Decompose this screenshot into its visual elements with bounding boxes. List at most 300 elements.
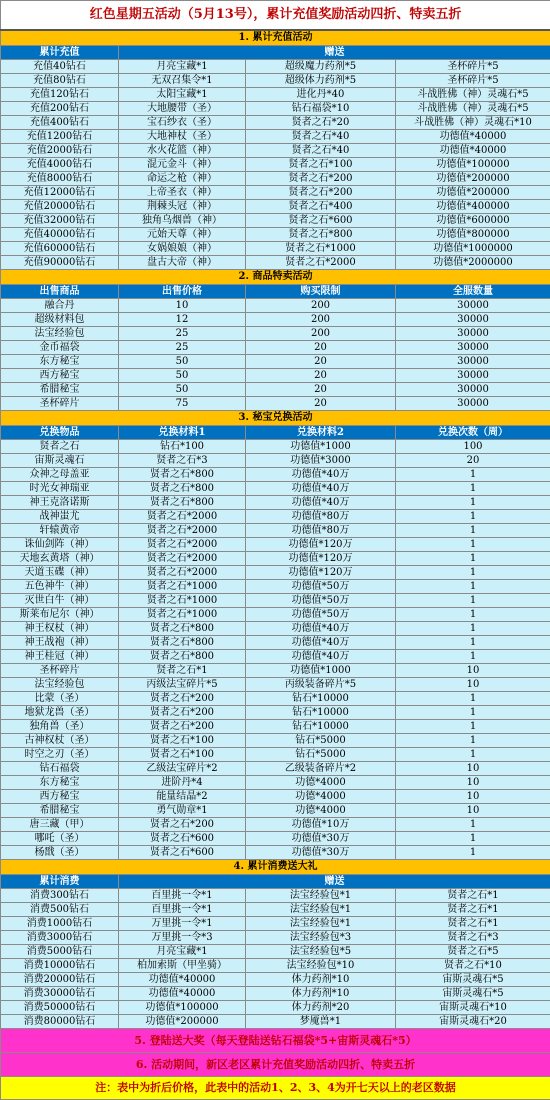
section-heading: 4. 累计消费送大礼 (1, 860, 550, 875)
table-cell: 贤者之石 (1, 440, 119, 454)
table-cell: 10 (396, 664, 550, 678)
column-header: 购买限制 (246, 285, 396, 299)
table-cell: 贤者之石*1 (396, 889, 550, 903)
table-cell: 宙斯灵魂石*5 (396, 973, 550, 987)
table-cell: 荆棘头冠（神） (119, 200, 246, 214)
table-row (1, 734, 550, 748)
table-cell: 功德值*50万 (246, 580, 396, 594)
table-cell: 斗战胜佛（神）灵魂石*10 (396, 116, 550, 130)
table-cell: 上帝圣衣（神） (119, 186, 246, 200)
column-header: 累计消费 (1, 875, 119, 889)
table-cell: 75 (119, 397, 246, 411)
table-cell: 命运之枪（神） (119, 172, 246, 186)
table-cell: 宙斯灵魂石*10 (396, 1001, 550, 1015)
table-cell: 1 (396, 496, 550, 510)
table-row (1, 60, 550, 74)
table-cell: 充值12000钻石 (1, 186, 119, 200)
table-cell: 30000 (396, 299, 550, 313)
table-cell: 功德值*10万 (246, 818, 396, 832)
table-cell: 贤者之石*600 (246, 214, 396, 228)
column-header: 兑换次数（周） (396, 426, 550, 440)
table-row (1, 987, 550, 1001)
table-cell: 贤者之石*200 (119, 692, 246, 706)
table-cell: 功德值*40000 (396, 144, 550, 158)
table-cell: 贤者之石*2000 (119, 538, 246, 552)
table-cell: 时空之刃（圣） (1, 748, 119, 762)
table-cell: 贤者之石*2000 (119, 566, 246, 580)
column-header: 出售商品 (1, 285, 119, 299)
table-cell: 法宝经验包*5 (246, 945, 396, 959)
section-title (1, 860, 550, 875)
table-cell: 乙级法宝碎片*2 (119, 762, 246, 776)
table-cell: 200 (246, 313, 396, 327)
table-cell: 贤者之石*1 (119, 664, 246, 678)
table-cell: 1 (396, 818, 550, 832)
column-header: 出售价格 (119, 285, 246, 299)
table-cell: 30000 (396, 369, 550, 383)
table-cell: 神王战袍（神） (1, 636, 119, 650)
table-cell: 法宝经验包*1 (246, 917, 396, 931)
table-cell: 消费20000钻石 (1, 973, 119, 987)
table-row (1, 102, 550, 116)
table-row (1, 327, 550, 341)
table-cell: 功德值*30万 (246, 846, 396, 860)
table-cell: 贤者之石*800 (119, 622, 246, 636)
table-cell: 1 (396, 552, 550, 566)
column-header: 赠送 (119, 46, 550, 60)
table-cell: 超级魔力药剂*5 (246, 60, 396, 74)
table-cell: 1 (396, 846, 550, 860)
table-row (1, 636, 550, 650)
column-header: 兑换材料2 (246, 426, 396, 440)
table-cell: 功德值*80万 (246, 524, 396, 538)
table-cell: 消费80000钻石 (1, 1015, 119, 1029)
table-cell: 功德值*40000 (396, 130, 550, 144)
table-cell: 丙级装备碎片*5 (246, 678, 396, 692)
table-row (1, 186, 550, 200)
table-cell: 功德*4000 (246, 804, 396, 818)
table-cell: 30000 (396, 313, 550, 327)
column-header: 累计充值 (1, 46, 119, 60)
table-cell: 贤者之石*800 (119, 496, 246, 510)
table-cell: 五色神牛（神） (1, 580, 119, 594)
table-cell: 时光女神瑞亚 (1, 482, 119, 496)
table-row (1, 594, 550, 608)
table-header (1, 875, 550, 889)
section-heading: 2. 商品特卖活动 (1, 270, 550, 285)
table-cell: 贤者之石*2000 (119, 552, 246, 566)
table-row (1, 524, 550, 538)
table-row (1, 776, 550, 790)
table-row (1, 692, 550, 706)
table-cell: 进化丹*40 (246, 88, 396, 102)
table-cell: 贤者之石*1000 (246, 242, 396, 256)
table-row (1, 580, 550, 594)
table-cell: 贤者之石*1000 (119, 580, 246, 594)
table-cell: 1 (396, 468, 550, 482)
table-cell: 功德值*50万 (246, 594, 396, 608)
table-cell: 法宝经验包 (1, 678, 119, 692)
table-cell: 功德值*40万 (246, 622, 396, 636)
table-cell: 贤者之石*20 (246, 116, 396, 130)
table-cell: 天地玄黄塔（神） (1, 552, 119, 566)
table-row (1, 762, 550, 776)
table-cell: 20 (246, 383, 396, 397)
table-cell: 1 (396, 706, 550, 720)
table-row (1, 846, 550, 860)
table-cell: 1 (396, 720, 550, 734)
table-cell: 50 (119, 355, 246, 369)
table-cell: 大地腰带（圣） (119, 102, 246, 116)
table-cell: 超级体力药剂*5 (246, 74, 396, 88)
table-cell: 混元金斗（神） (119, 158, 246, 172)
table-cell: 百里挑一令*1 (119, 889, 246, 903)
table-row (1, 1001, 550, 1015)
table-cell: 西方秘宝 (1, 369, 119, 383)
table-row (1, 790, 550, 804)
table-cell: 东方秘宝 (1, 776, 119, 790)
table-cell: 斯莱布尼尔（神） (1, 608, 119, 622)
table-cell: 功德值*40000 (119, 987, 246, 1001)
table-cell: 贤者之石*3 (119, 454, 246, 468)
table-cell: 功德*4000 (246, 776, 396, 790)
table-cell: 贤者之石*3 (396, 931, 550, 945)
table-cell: 功德值*2000000 (396, 256, 550, 270)
login-reward-text: 5. 登陆送大奖（每天登陆送钻石福袋*5+宙斯灵魂石*5） (1, 1029, 550, 1053)
table-cell: 10 (396, 804, 550, 818)
table-cell: 神王克洛诺斯 (1, 496, 119, 510)
table-cell: 25 (119, 341, 246, 355)
table-row (1, 608, 550, 622)
table-cell: 功德值*50万 (246, 608, 396, 622)
section-heading: 3. 秘宝兑换活动 (1, 411, 550, 426)
table-cell: 钻石*10000 (246, 692, 396, 706)
table-cell: 贤者之石*200 (246, 172, 396, 186)
table-cell: 圣杯碎片 (1, 664, 119, 678)
table-row (1, 341, 550, 355)
table-cell: 诛仙剑阵（神） (1, 538, 119, 552)
table-cell: 贤者之石*800 (119, 468, 246, 482)
table-row (1, 818, 550, 832)
table-row (1, 383, 550, 397)
table-row (1, 1015, 550, 1029)
table-row (1, 158, 550, 172)
table-cell: 功德值*40万 (246, 650, 396, 664)
table-cell: 10 (119, 299, 246, 313)
table-cell: 元始天尊（神） (119, 228, 246, 242)
section-title (1, 270, 550, 285)
table-cell: 宙斯灵魂石*5 (396, 987, 550, 1001)
table-cell: 天道玉碟（神） (1, 566, 119, 580)
table-cell: 充值80钻石 (1, 74, 119, 88)
table-cell: 圣杯碎片*5 (396, 74, 550, 88)
table-cell: 法宝经验包*10 (246, 959, 396, 973)
table-cell: 30000 (396, 355, 550, 369)
table-row (1, 945, 550, 959)
table-cell: 消费500钻石 (1, 903, 119, 917)
table-row (1, 538, 550, 552)
table-cell: 贤者之石*1000 (119, 608, 246, 622)
table-header (1, 46, 550, 60)
table-cell: 贤者之石*1000 (119, 594, 246, 608)
table-row (1, 622, 550, 636)
table-cell: 1 (396, 832, 550, 846)
table-cell: 功德值*400000 (396, 200, 550, 214)
footer-note: 注：表中为折后价格，此表中的活动1、2、3、4为开七天以上的老区数据 (1, 1077, 550, 1100)
table-cell: 贤者之石*2000 (119, 524, 246, 538)
table-cell: 超级材料包 (1, 313, 119, 327)
table-cell: 宙斯灵魂石*20 (396, 1015, 550, 1029)
table-header (1, 426, 550, 440)
table-cell: 丙级法宝碎片*5 (119, 678, 246, 692)
table-cell: 消费10000钻石 (1, 959, 119, 973)
table-cell: 消费300钻石 (1, 889, 119, 903)
table-cell: 贤者之石*200 (119, 706, 246, 720)
table-cell: 女娲娘娘（神） (119, 242, 246, 256)
table-cell: 功德值*600000 (396, 214, 550, 228)
table-row (1, 748, 550, 762)
table-cell: 战神蚩尤 (1, 510, 119, 524)
table-cell: 功德值*80万 (246, 510, 396, 524)
table-cell: 功德值*1000 (246, 440, 396, 454)
table-cell: 钻石*10000 (246, 720, 396, 734)
table-cell: 贤者之石*200 (119, 818, 246, 832)
table-cell: 水火花篮（神） (119, 144, 246, 158)
table-cell: 贤者之石*2000 (246, 256, 396, 270)
table-cell: 法宝经验包*1 (246, 889, 396, 903)
table-row (1, 566, 550, 580)
table-cell: 月亮宝藏*1 (119, 60, 246, 74)
table-cell: 比蒙（圣） (1, 692, 119, 706)
table-row (1, 650, 550, 664)
table-cell: 贤者之石*800 (119, 636, 246, 650)
table-cell: 杨戬（圣） (1, 846, 119, 860)
table-cell: 充值60000钻石 (1, 242, 119, 256)
table-cell: 充值400钻石 (1, 116, 119, 130)
table-cell: 20 (396, 454, 550, 468)
table-cell: 12 (119, 313, 246, 327)
table-cell: 50 (119, 369, 246, 383)
table-cell: 充值40000钻石 (1, 228, 119, 242)
table-cell: 法宝经验包 (1, 327, 119, 341)
table-row (1, 959, 550, 973)
table-cell: 柏加索斯（甲坐骑） (119, 959, 246, 973)
table-cell: 30000 (396, 397, 550, 411)
table-cell: 进阶丹*4 (119, 776, 246, 790)
table-cell: 东方秘宝 (1, 355, 119, 369)
table-cell: 功德值*40万 (246, 482, 396, 496)
table-row (1, 200, 550, 214)
table-cell: 功德值*200000 (119, 1015, 246, 1029)
table-cell: 贤者之石*200 (246, 186, 396, 200)
table-cell: 贤者之石*40 (246, 144, 396, 158)
table-cell: 功德值*1000 (246, 664, 396, 678)
table-cell: 200 (246, 327, 396, 341)
table-cell: 能量结晶*2 (119, 790, 246, 804)
table-row (1, 299, 550, 313)
section-title (1, 30, 550, 46)
table-cell: 贤者之石*600 (119, 832, 246, 846)
table-cell: 30000 (396, 383, 550, 397)
table-row (1, 931, 550, 945)
table-cell: 贤者之石*100 (246, 158, 396, 172)
table-cell: 圣杯碎片*5 (396, 60, 550, 74)
table-row (1, 496, 550, 510)
table-cell: 钻石福袋*10 (246, 102, 396, 116)
table-cell: 消费1000钻石 (1, 917, 119, 931)
table-cell: 贤者之石*800 (246, 228, 396, 242)
table-cell: 钻石*10000 (246, 706, 396, 720)
table-cell: 20 (246, 341, 396, 355)
table-cell: 1 (396, 636, 550, 650)
table-cell: 消费3000钻石 (1, 931, 119, 945)
table-cell: 功德值*800000 (396, 228, 550, 242)
table-cell: 功德值*120万 (246, 566, 396, 580)
column-header: 赠送 (119, 875, 550, 889)
table-cell: 10 (396, 776, 550, 790)
table-cell: 消费5000钻石 (1, 945, 119, 959)
column-header: 全服数量 (396, 285, 550, 299)
table-row (1, 116, 550, 130)
table-row (1, 130, 550, 144)
table-cell: 独角兽（圣） (1, 720, 119, 734)
table-cell: 钻石*5000 (246, 748, 396, 762)
table-cell: 哪吒（圣） (1, 832, 119, 846)
table-row (1, 214, 550, 228)
table-cell: 灭世白牛（神） (1, 594, 119, 608)
table-cell: 唐三藏（甲） (1, 818, 119, 832)
discount-note-row (1, 1053, 550, 1077)
table-cell: 神王权杖（神） (1, 622, 119, 636)
table-cell: 贤者之石*5 (396, 945, 550, 959)
table-cell: 充值32000钻石 (1, 214, 119, 228)
table-cell: 1 (396, 580, 550, 594)
table-cell: 10 (396, 762, 550, 776)
table-cell: 百里挑一令*1 (119, 903, 246, 917)
table-cell: 功德值*40万 (246, 636, 396, 650)
table-row (1, 510, 550, 524)
table-row (1, 706, 550, 720)
column-header: 兑换材料1 (119, 426, 246, 440)
table-cell: 消费30000钻石 (1, 987, 119, 1001)
table-row (1, 355, 550, 369)
table-cell: 贤者之石*1 (396, 903, 550, 917)
table-row (1, 397, 550, 411)
table-cell: 充值200钻石 (1, 102, 119, 116)
table-row (1, 889, 550, 903)
table-cell: 20 (246, 369, 396, 383)
table-cell: 贤者之石*100 (119, 734, 246, 748)
table-cell: 法宝经验包*3 (246, 931, 396, 945)
table-cell: 25 (119, 327, 246, 341)
table-cell: 充值2000钻石 (1, 144, 119, 158)
table-cell: 体力药剂*10 (246, 973, 396, 987)
table-cell: 贤者之石*1 (396, 917, 550, 931)
table-cell: 法宝经验包*1 (246, 903, 396, 917)
table-cell: 200 (246, 299, 396, 313)
table-row (1, 804, 550, 818)
table-cell: 希腊秘宝 (1, 804, 119, 818)
login-reward-row (1, 1029, 550, 1053)
table-row (1, 973, 550, 987)
table-cell: 功德值*100000 (119, 1001, 246, 1015)
table-cell: 功德值*40万 (246, 468, 396, 482)
table-cell: 1 (396, 608, 550, 622)
column-header: 兑换物品 (1, 426, 119, 440)
table-row (1, 440, 550, 454)
table-cell: 功德值*120万 (246, 552, 396, 566)
table-cell: 贤者之石*2000 (119, 510, 246, 524)
table-cell: 1 (396, 622, 550, 636)
table-cell: 功德值*3000 (246, 454, 396, 468)
table-cell: 独角乌烟兽（神） (119, 214, 246, 228)
table-cell: 太阳宝藏*1 (119, 88, 246, 102)
table-cell: 充值90000钻石 (1, 256, 119, 270)
table-cell: 轩辕黄帝 (1, 524, 119, 538)
table-cell: 充值120钻石 (1, 88, 119, 102)
table-cell: 消费50000钻石 (1, 1001, 119, 1015)
table-row (1, 468, 550, 482)
table-cell: 1 (396, 748, 550, 762)
table-cell: 1 (396, 538, 550, 552)
table-cell: 1 (396, 650, 550, 664)
table-cell: 体力药剂*20 (246, 1001, 396, 1015)
table-cell: 功德值*200000 (396, 186, 550, 200)
page-title: 红色星期五活动（5月13号），累计充值奖励活动四折、特卖五折 (1, 1, 550, 31)
table-cell: 功德值*200000 (396, 172, 550, 186)
table-cell: 梦魇兽*1 (246, 1015, 396, 1029)
table-row (1, 256, 550, 270)
table-cell: 功德值*30万 (246, 832, 396, 846)
table-cell: 10 (396, 678, 550, 692)
table-cell: 钻石*100 (119, 440, 246, 454)
table-row (1, 482, 550, 496)
table-cell: 贤者之石*100 (119, 748, 246, 762)
table-cell: 1 (396, 566, 550, 580)
table-cell: 贤者之石*400 (246, 200, 396, 214)
table-cell: 贤者之石*600 (119, 846, 246, 860)
table-cell: 宙斯灵魂石 (1, 454, 119, 468)
table-cell: 功德*4000 (246, 790, 396, 804)
table-row (1, 74, 550, 88)
table-cell: 30000 (396, 327, 550, 341)
table-cell: 钻石福袋 (1, 762, 119, 776)
table-row (1, 172, 550, 186)
table-cell: 众神之母盖亚 (1, 468, 119, 482)
table-cell: 神王桂冠（神） (1, 650, 119, 664)
table-cell: 贤者之石*10 (396, 959, 550, 973)
table-cell: 功德值*120万 (246, 538, 396, 552)
table-cell: 30000 (396, 341, 550, 355)
table-cell: 斗战胜佛（神）灵魂石*5 (396, 102, 550, 116)
table-cell: 勇气勋章*1 (119, 804, 246, 818)
table-row (1, 552, 550, 566)
table-row (1, 917, 550, 931)
table-cell: 融合丹 (1, 299, 119, 313)
table-row (1, 678, 550, 692)
table-cell: 地狱龙兽（圣） (1, 706, 119, 720)
table-cell: 充值4000钻石 (1, 158, 119, 172)
table-cell: 充值20000钻石 (1, 200, 119, 214)
table-row (1, 369, 550, 383)
table-cell: 功德值*40万 (246, 496, 396, 510)
table-row (1, 242, 550, 256)
table-cell: 1 (396, 482, 550, 496)
table-cell: 充值8000钻石 (1, 172, 119, 186)
table-row (1, 313, 550, 327)
section-heading: 1. 累计充值活动 (1, 30, 550, 46)
table-cell: 西方秘宝 (1, 790, 119, 804)
